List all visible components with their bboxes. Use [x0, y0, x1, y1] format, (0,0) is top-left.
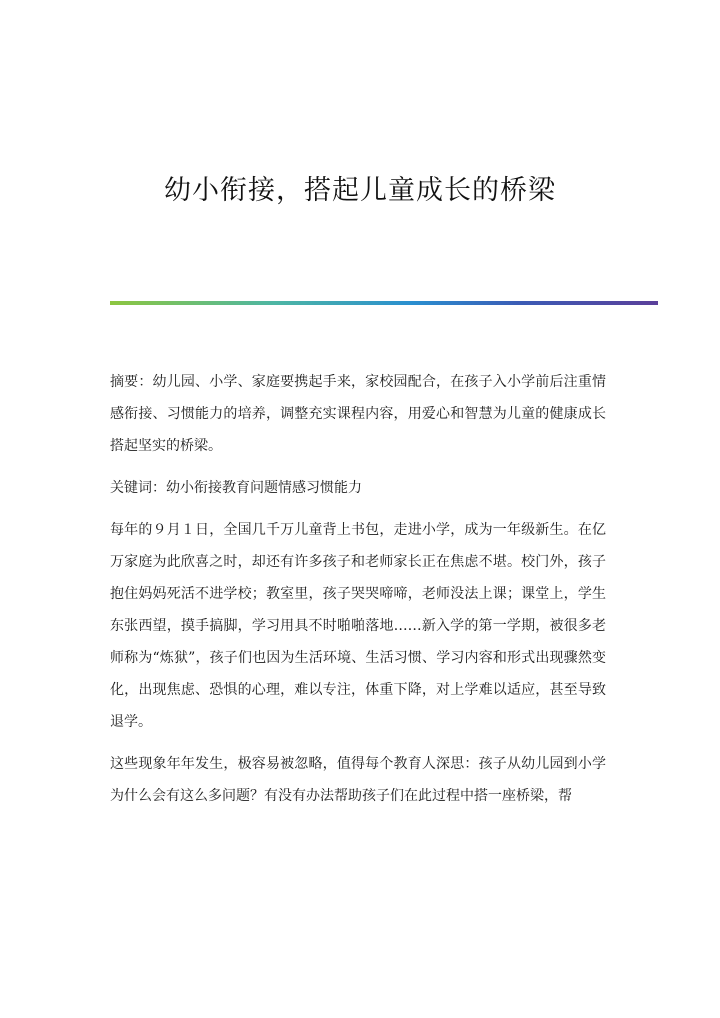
keywords-paragraph — [110, 472, 606, 504]
abstract-text: 幼儿园、小学、家庭要携起手来，家校园配合，在孩子入小学前后注重情感衔接、习惯能力的培养，调整充实课程内容，用爱心和智慧为儿童的健康成长搭起坚实的桥梁。 — [110, 374, 606, 454]
keywords-text: 幼小衔接教育问题情感习惯能力 — [166, 480, 362, 496]
abstract-paragraph — [110, 366, 606, 462]
title-divider — [110, 301, 658, 305]
document-body — [110, 366, 606, 822]
keywords-label: 关键词： — [110, 480, 166, 496]
body-paragraph: 这些现象年年发生，极容易被忽略，值得每个教育人深思：孩子从幼儿园到小学为什么会有这么多问题？有没有办法帮助孩子们在此过程中搭一座桥梁，帮 — [110, 756, 606, 804]
document-title: 幼小衔接，搭起儿童成长的桥梁 — [164, 175, 556, 206]
body-paragraph: 每年的９月１日，全国几千万儿童背上书包，走进小学，成为一年级新生。在亿万家庭为此欣喜之时，却还有许多孩子和老师家长正在焦虑不堪。校门外，孩子抱住妈妈死活不进学校；教室里，孩子哭哭啼啼，老师没法上课；课堂上，学生东张西望，摸手搞脚，学习用具不时啪啪落地……新入学的第一学期，被很多老师称为“炼狱”，孩子们也因为生活环境、生活习惯、学习内容和形式出现骤然变化，出现焦虑、恐惧的心理，难以专注，体重下降，对上学难以适应，甚至导致退学。 — [110, 522, 606, 730]
abstract-label: 摘要： — [110, 374, 153, 390]
